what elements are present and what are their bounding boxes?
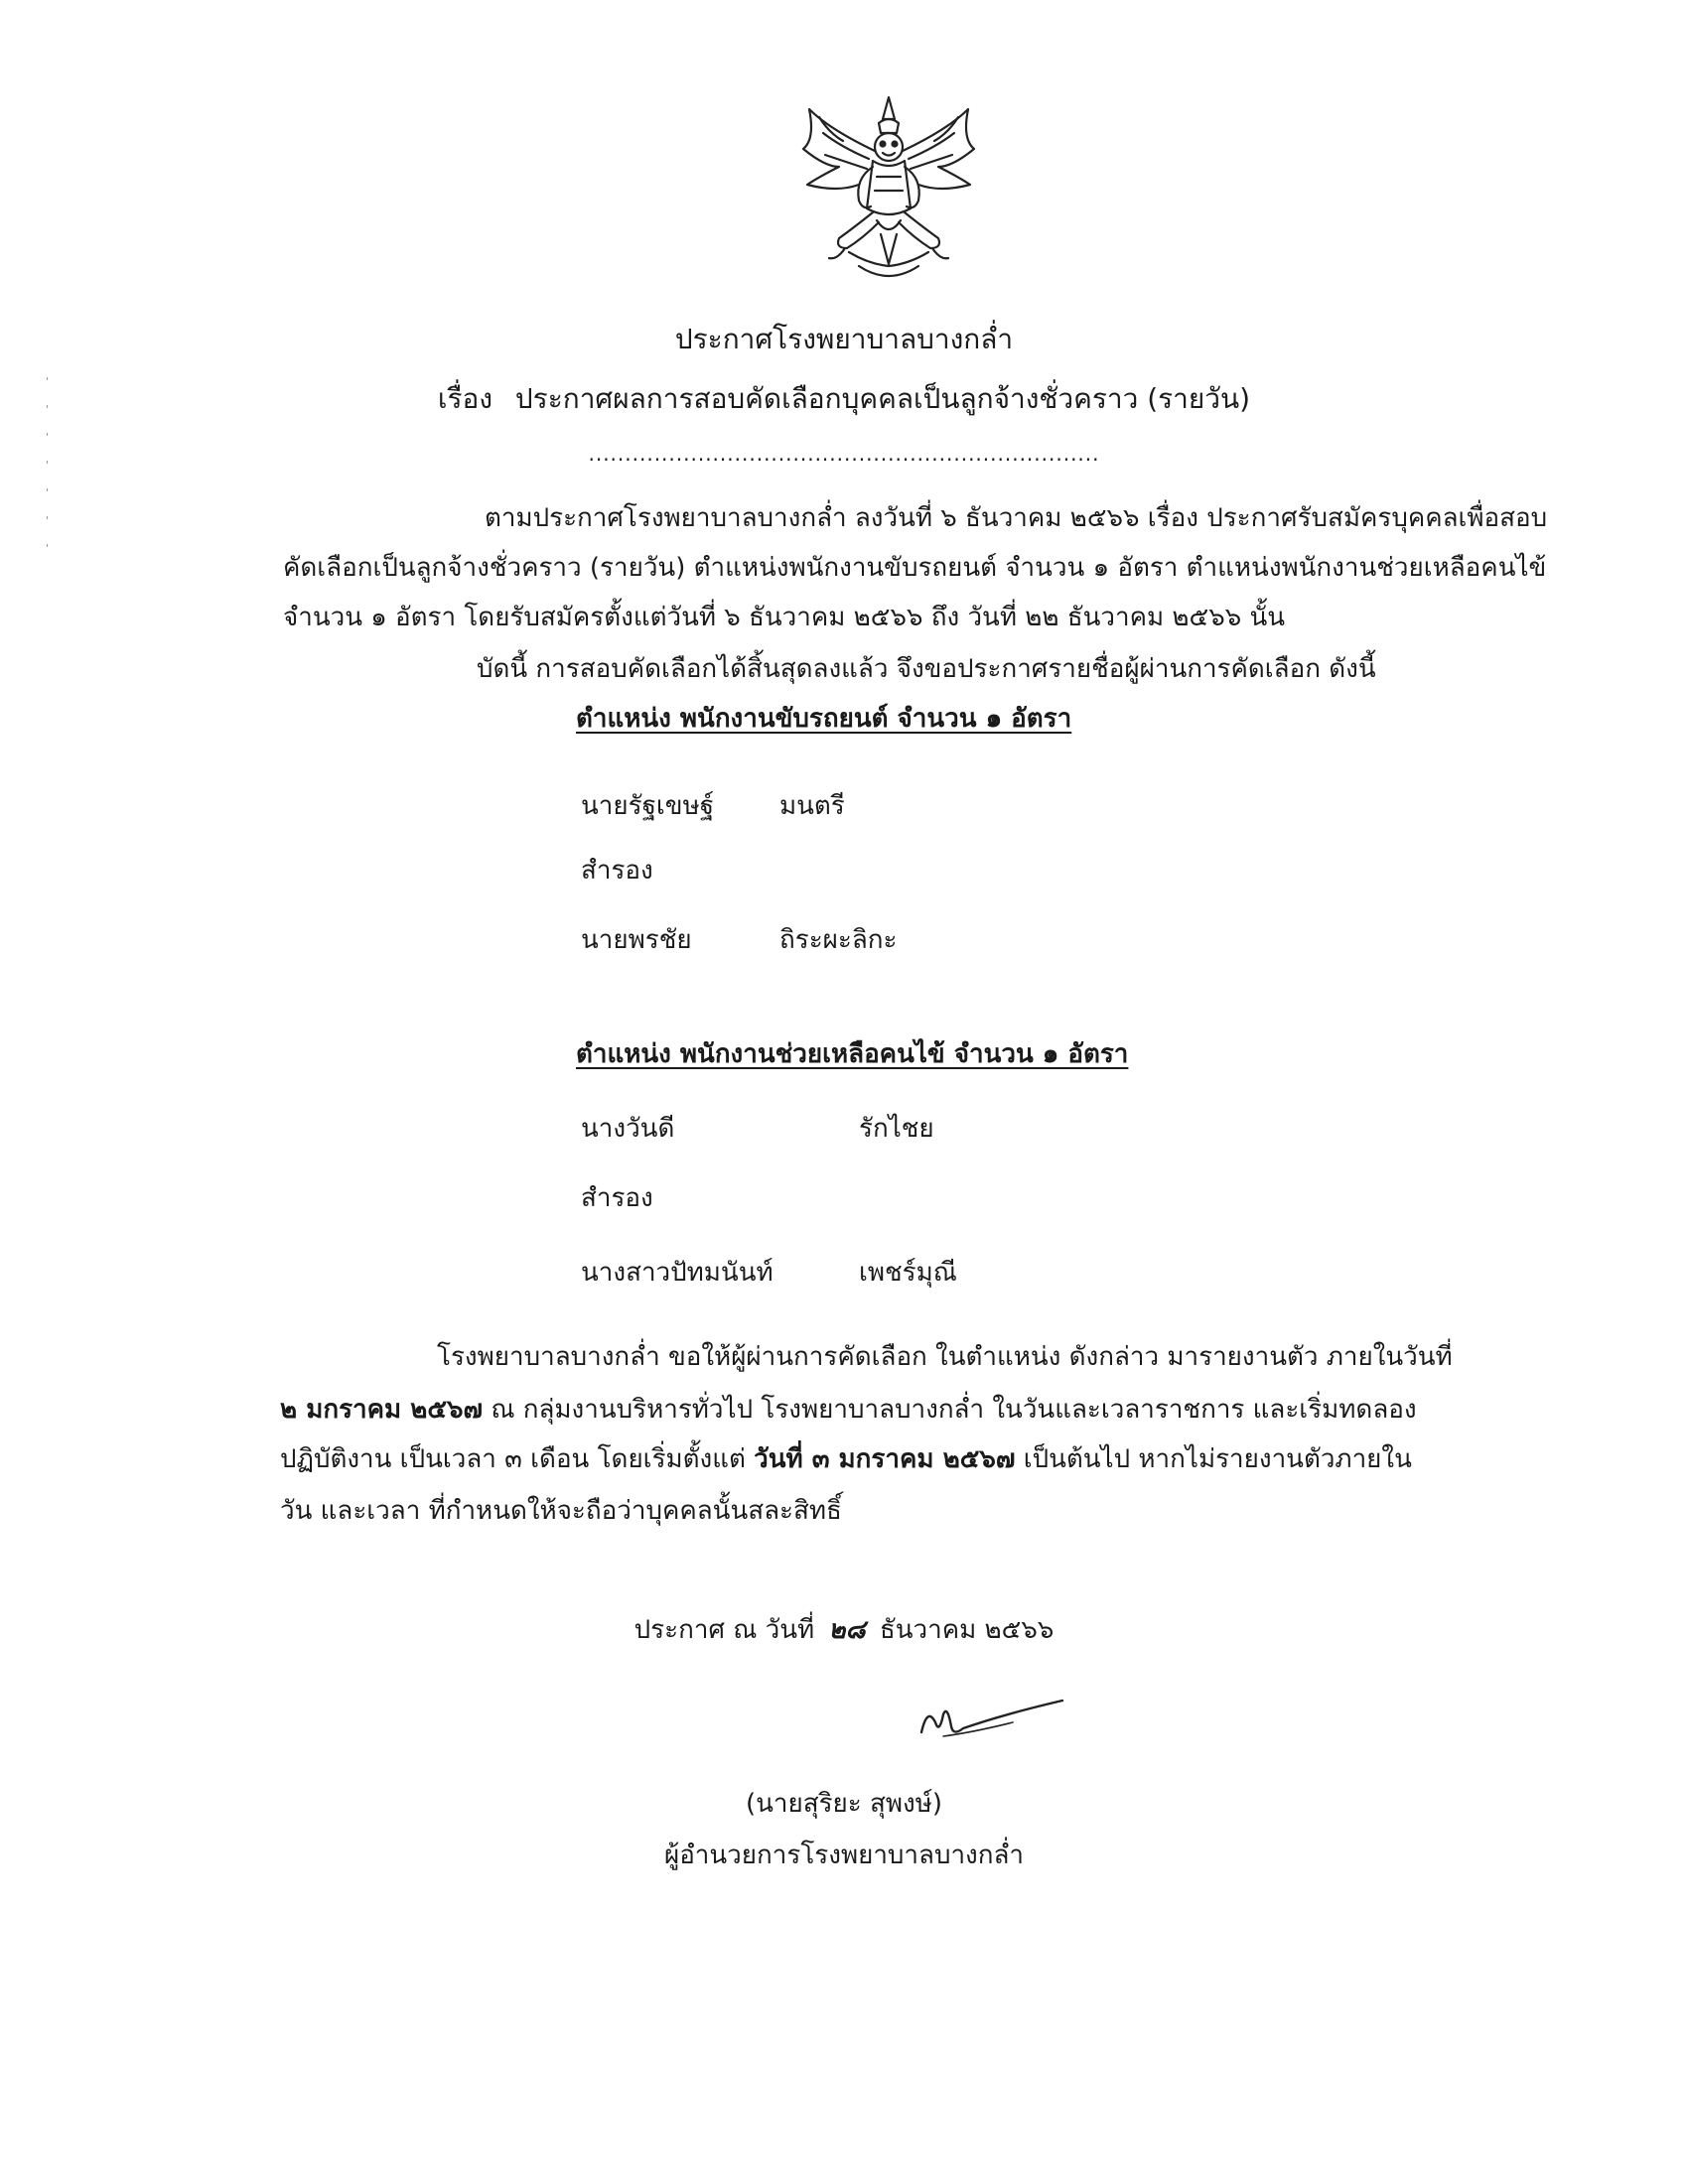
reserve-first-name: นายพรชัย <box>581 925 692 955</box>
subject-line <box>0 382 1688 416</box>
position-heading-patient-assistant: ตำแหน่ง พนักงานช่วยเหลือคนไข้ จำนวน ๑ อัตรา <box>576 1039 1129 1069</box>
reserve-first-name: นางสาวปัทมนันท์ <box>581 1258 774 1288</box>
reserve-last-name: ถิระผะลิกะ <box>779 925 898 955</box>
start-date: วันที่ ๓ มกราคม ๒๕๖๗ <box>754 1444 1016 1474</box>
garuda-emblem-icon <box>789 89 988 293</box>
signature-mark <box>914 1693 1072 1752</box>
scan-margin-marks <box>46 377 50 576</box>
page-title: ประกาศโรงพยาบาลบางกล่ำ <box>674 323 1014 355</box>
closing-line-4: วัน และเวลา ที่กำหนดให้จะถือว่าบุคคลนั้นสละสิทธิ์ <box>280 1496 842 1526</box>
dotted-divider: ...................................................................... <box>588 442 1100 466</box>
reserve-last-name: เพชร์มุณี <box>859 1258 957 1288</box>
body-line-4: บัดนี้ การสอบคัดเลือกได้สิ้นสุดลงแล้ว จึงขอประกาศรายชื่อผู้ผ่านการคัดเลือก ดังนี้ <box>477 654 1376 684</box>
closing-line-3 <box>280 1442 1412 1476</box>
body-line-3: จำนวน ๑ อัตรา โดยรับสมัครตั้งแต่วันที่ ๖ ธันวาคม ๒๕๖๖ ถึง วันที่ ๒๒ ธันวาคม ๒๕๖๖ นั้น <box>283 603 1286 632</box>
body-line-2: คัดเลือกเป็นลูกจ้างชั่วคราว (รายวัน) ตำแหน่งพนักงานขับรถยนต์ จำนวน ๑ อัตรา ตำแหน่งพนักงานช่วยเหลือคนไข้ <box>283 553 1547 583</box>
position-heading-driver: ตำแหน่ง พนักงานขับรถยนต์ จำนวน ๑ อัตรา <box>576 704 1072 734</box>
selected-first-name: นางวันดี <box>581 1114 675 1144</box>
closing-line-3-pre: ปฏิบัติงาน เป็นเวลา ๓ เดือน โดยเริ่มตั้งแต่ <box>280 1444 755 1474</box>
signer-title: ผู้อำนวยการโรงพยาบาลบางกล่ำ <box>663 1841 1025 1870</box>
report-date: ๒ มกราคม ๒๕๖๗ <box>280 1395 484 1425</box>
announcement-day: ๒๘ <box>828 1615 866 1645</box>
subject-text: ประกาศผลการสอบคัดเลือกบุคคลเป็นลูกจ้างชั่วคราว (รายวัน) <box>514 382 1251 415</box>
announcement-date <box>0 1613 1688 1647</box>
closing-line-1: โรงพยาบาลบางกล่ำ ขอให้ผู้ผ่านการคัดเลือก ในตำแหน่ง ดังกล่าว มารายงานตัว ภายในวันที่ <box>437 1342 1453 1372</box>
signer-name: (นายสุริยะ สุพงษ์) <box>745 1789 943 1819</box>
closing-line-2 <box>280 1393 1417 1427</box>
reserve-label: สำรอง <box>581 1183 653 1213</box>
selected-first-name: นายรัฐเขษฐ์ <box>581 791 715 821</box>
selected-last-name: รักไชย <box>859 1114 934 1144</box>
closing-line-2-rest: ณ กลุ่มงานบริหารทั่วไป โรงพยาบาลบางกล่ำ ในวันและเวลาราชการ และเริ่มทดลอง <box>483 1395 1417 1425</box>
selected-last-name: มนตรี <box>779 791 845 821</box>
announcement-month-year: ธันวาคม ๒๕๖๖ <box>879 1615 1055 1645</box>
body-line-1: ตามประกาศโรงพยาบาลบางกล่ำ ลงวันที่ ๖ ธันวาคม ๒๕๖๖ เรื่อง ประกาศรับสมัครบุคคลเพื่อสอบ <box>485 503 1548 533</box>
announcement-prefix: ประกาศ ณ วันที่ <box>633 1615 815 1645</box>
subject-label: เรื่อง <box>437 382 492 415</box>
closing-line-3-post: เป็นต้นไป หากไม่รายงานตัวภายใน <box>1015 1444 1412 1474</box>
reserve-label: สำรอง <box>581 856 653 886</box>
